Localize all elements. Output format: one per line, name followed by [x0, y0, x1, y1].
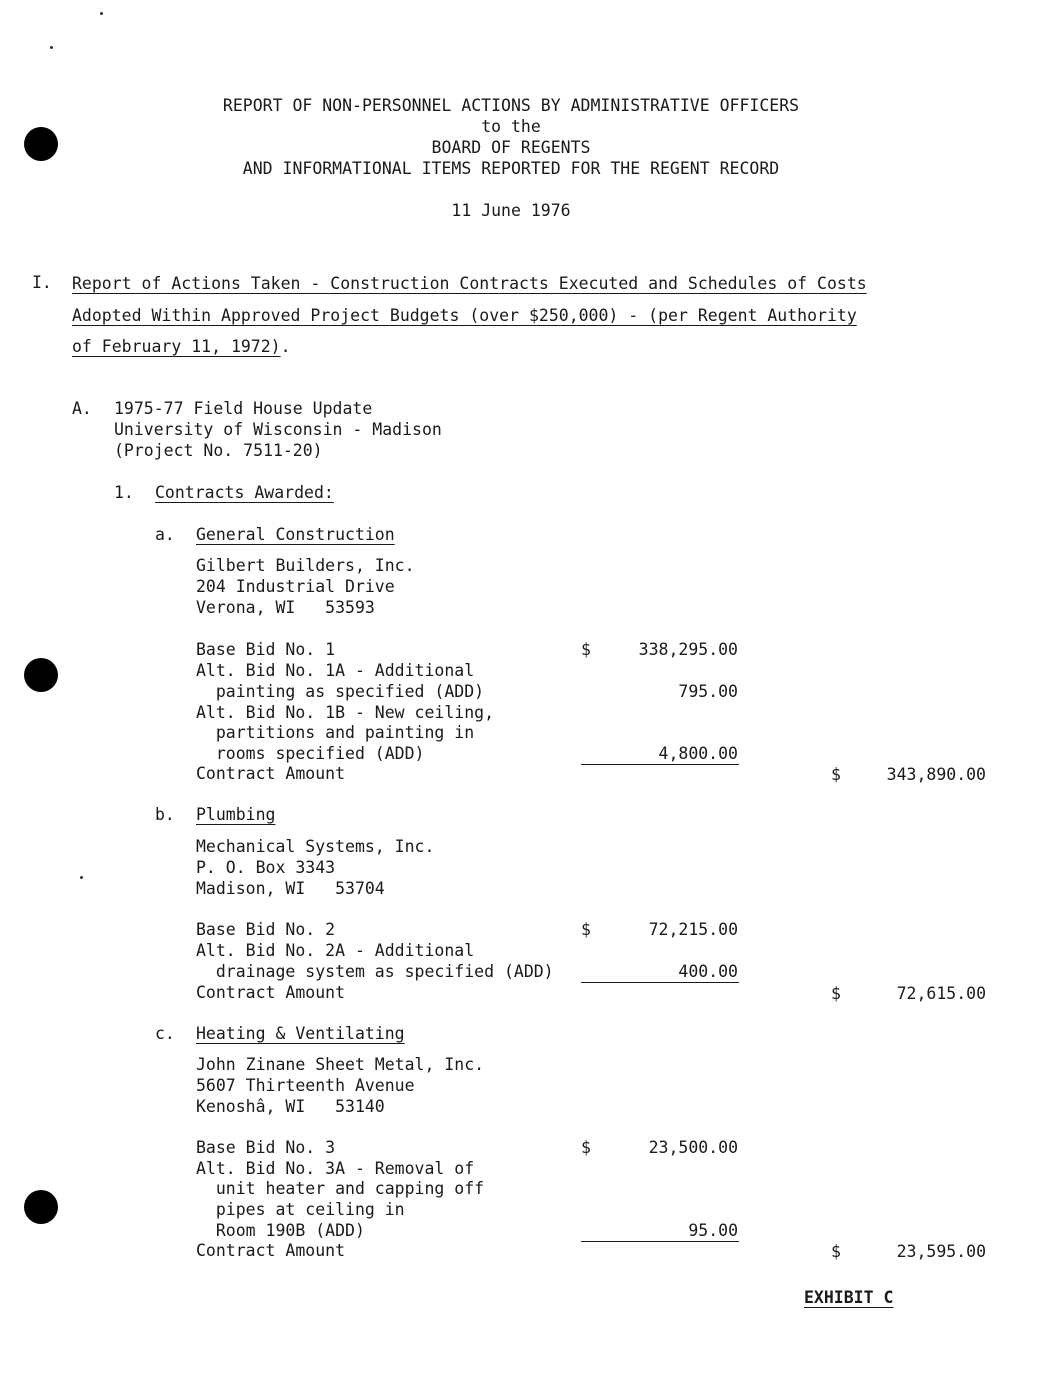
project-institution: University of Wisconsin - Madison [114, 420, 442, 439]
contract-c-item-1-label: Base Bid No. 3 [196, 1138, 336, 1157]
contract-a-item-2-label-1: Alt. Bid No. 1A - Additional [196, 661, 475, 680]
contract-a-item-1-label: Base Bid No. 1 [196, 640, 336, 659]
contract-a-item-3-label-3: rooms specified (ADD) [196, 744, 425, 763]
exhibit-label: EXHIBIT C [804, 1288, 894, 1307]
contract-c-total-label: Contract Amount [196, 1241, 346, 1260]
contract-c-total-dollar: $ [831, 1242, 841, 1261]
contract-c-item-2-label-2: unit heater and capping off [196, 1179, 485, 1198]
scan-speck [80, 876, 83, 879]
contract-b-item-2-label-2: drainage system as specified (ADD) [196, 962, 554, 981]
contract-c-category: Heating & Ventilating [196, 1024, 405, 1043]
contract-b-total-amount: 72,615.00 [896, 984, 986, 1003]
contract-c-item-1-dollar: $ [581, 1138, 591, 1157]
section-title-period: . [280, 337, 291, 356]
section-title-line-3-text: of February 11, 1972) [72, 337, 281, 356]
contract-a-total-label: Contract Amount [196, 764, 346, 783]
contract-a-contractor-street: 204 Industrial Drive [196, 577, 395, 596]
contract-a-item-1-amount: 338,295.00 [638, 640, 738, 659]
contract-b-total-label: Contract Amount [196, 983, 346, 1002]
contract-b-item-1-label: Base Bid No. 2 [196, 920, 336, 939]
contracts-heading-label: Contracts Awarded: [155, 483, 334, 502]
contract-c-item-1-amount: 23,500.00 [648, 1138, 738, 1157]
contract-a-item-1-dollar: $ [581, 640, 591, 659]
contract-a-contractor-name: Gilbert Builders, Inc. [196, 556, 415, 575]
contract-b-contractor-name: Mechanical Systems, Inc. [196, 837, 435, 856]
contract-a-item-2-amount: 795.00 [678, 682, 738, 701]
contract-b-letter: b. [155, 805, 175, 824]
report-date: 11 June 1976 [451, 201, 571, 220]
contract-b-category: Plumbing [196, 805, 276, 824]
contract-a-category: General Construction [196, 525, 395, 544]
project-letter: A. [72, 399, 92, 418]
contracts-heading-number: 1. [114, 483, 134, 502]
project-name: 1975-77 Field House Update [114, 399, 373, 418]
scan-speck [100, 12, 103, 15]
contract-c-contractor-street: 5607 Thirteenth Avenue [196, 1076, 415, 1095]
section-title-line-1: Report of Actions Taken - Construction Contracts Executed and Schedules of Costs [72, 274, 867, 293]
contract-a-total-amount: 343,890.00 [886, 765, 986, 784]
section-title-line-2: Adopted Within Approved Project Budgets (over $250,000) - (per Regent Authority [72, 306, 857, 325]
contract-a-item-3-label-1: Alt. Bid No. 1B - New ceiling, [196, 703, 495, 722]
contract-a-item-3-label-2: partitions and painting in [196, 723, 475, 742]
header-line-4: AND INFORMATIONAL ITEMS REPORTED FOR THE REGENT RECORD [242, 159, 780, 178]
contract-a-item-2-label-2: painting as specified (ADD) [196, 682, 485, 701]
punch-hole-middle [24, 658, 58, 692]
contract-c-sum-rule [581, 1241, 739, 1242]
contract-c-item-2-label-3: pipes at ceiling in [196, 1200, 405, 1219]
contract-a-contractor-city: Verona, WI 53593 [196, 598, 375, 617]
section-title-line-3 [72, 336, 291, 357]
scan-speck [50, 46, 53, 49]
contract-c-total-amount: 23,595.00 [896, 1242, 986, 1261]
contract-b-sum-rule [581, 982, 739, 983]
contract-b-contractor-street: P. O. Box 3343 [196, 858, 336, 877]
contract-a-total-dollar: $ [831, 765, 841, 784]
contract-b-item-1-dollar: $ [581, 920, 591, 939]
contract-c-item-2-amount: 95.00 [688, 1221, 738, 1240]
contract-c-letter: c. [155, 1024, 175, 1043]
header-line-1: REPORT OF NON-PERSONNEL ACTIONS BY ADMINISTRATIVE OFFICERS [222, 96, 800, 115]
contract-a-letter: a. [155, 525, 175, 544]
header-line-3: BOARD OF REGENTS [431, 138, 591, 157]
project-number: (Project No. 7511-20) [114, 441, 323, 460]
contract-b-item-1-amount: 72,215.00 [648, 920, 738, 939]
contract-c-item-2-label-1: Alt. Bid No. 3A - Removal of [196, 1159, 475, 1178]
contract-c-contractor-name: John Zinane Sheet Metal, Inc. [196, 1055, 485, 1074]
contract-c-contractor-city: Kenoshâ, WI 53140 [196, 1097, 385, 1116]
contract-b-item-2-amount: 400.00 [678, 962, 738, 981]
contract-b-item-2-label-1: Alt. Bid No. 2A - Additional [196, 941, 475, 960]
punch-hole-bottom [24, 1190, 58, 1224]
section-numeral: I. [32, 273, 52, 292]
contract-b-contractor-city: Madison, WI 53704 [196, 879, 385, 898]
contract-a-sum-rule [581, 764, 739, 765]
contract-b-total-dollar: $ [831, 984, 841, 1003]
header-line-2: to the [481, 117, 541, 136]
contract-c-item-2-label-4: Room 190B (ADD) [196, 1221, 365, 1240]
contract-a-item-3-amount: 4,800.00 [658, 744, 738, 763]
